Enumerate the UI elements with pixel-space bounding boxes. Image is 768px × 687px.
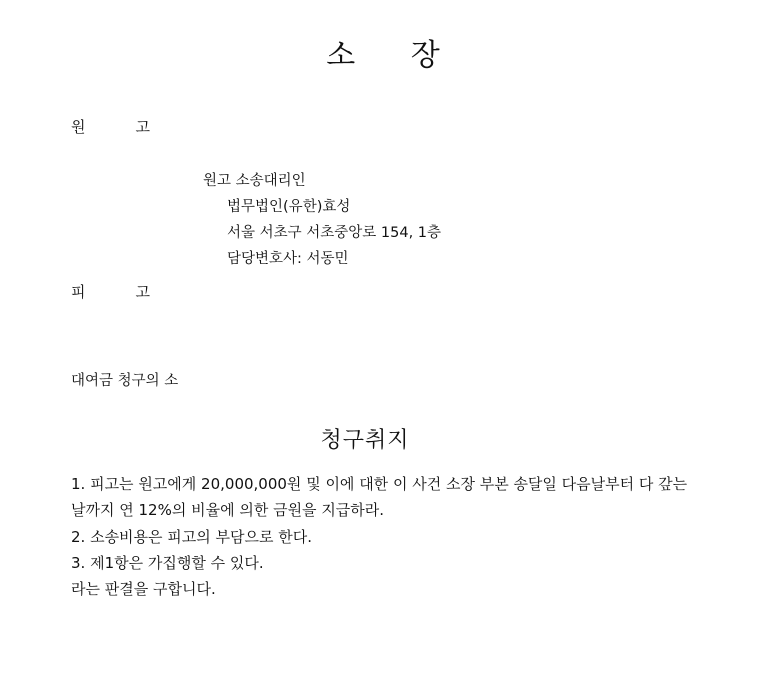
claim-line-1: 1. 피고는 원고에게 20,000,000원 및 이에 대한 이 사건 소장 부본 송달일 다음날부터 다 갚는: [71, 475, 688, 493]
defendant-label-char-1: 피: [71, 283, 86, 301]
claim-line-3: 2. 소송비용은 피고의 부담으로 한다.: [71, 528, 313, 546]
claim-line-4: 3. 제1항은 가집행할 수 있다.: [71, 554, 264, 572]
claim-section-title: 청구취지: [320, 428, 410, 453]
defendant-label-char-2: 고: [135, 283, 150, 301]
law-firm-name: 법무법인(유한)효성: [227, 199, 351, 215]
plaintiff-label-char-1: 원: [71, 118, 86, 136]
plaintiff-label-char-2: 고: [135, 118, 150, 136]
defendant-label: [71, 281, 150, 302]
plaintiff-label: [71, 116, 150, 137]
claim-line-2: 날까지 연 12%의 비율에 의한 금원을 지급하라.: [71, 501, 385, 519]
claim-line-5: 라는 판결을 구합니다.: [71, 580, 216, 598]
law-firm-address: 서울 서초구 서초중앙로 154, 1층: [227, 225, 442, 241]
document-title: 소 장: [326, 38, 442, 73]
attorney-in-charge: 담당변호사: 서동민: [227, 251, 349, 267]
case-name: 대여금 청구의 소: [71, 373, 179, 389]
representative-heading: 원고 소송대리인: [203, 173, 306, 189]
